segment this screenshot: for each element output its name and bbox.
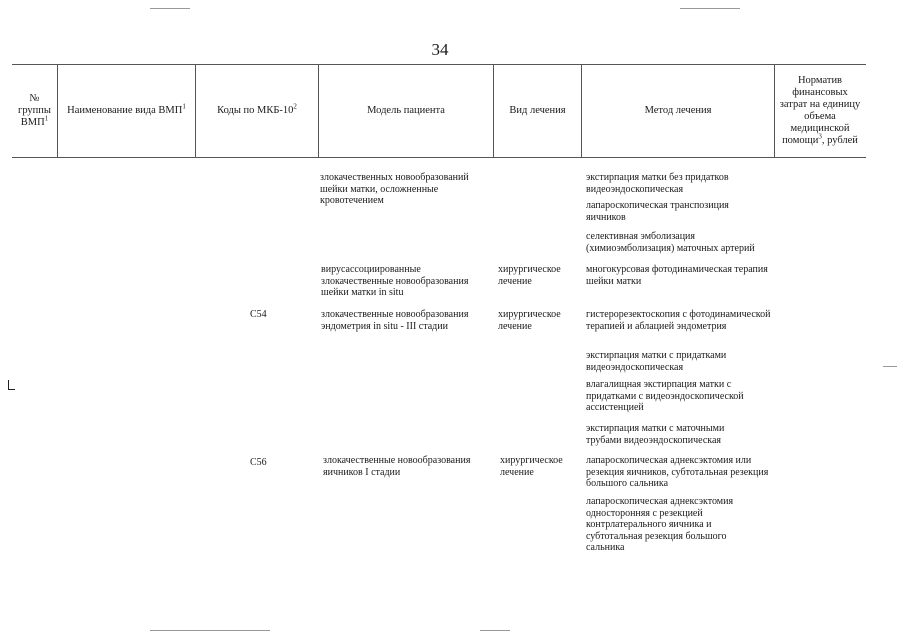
row-icd-code: C56 xyxy=(250,457,267,468)
row-method: селективная эмболизация (химиоэмболизация) маточных артерий xyxy=(586,231,755,254)
row-method: экстирпация матки без придатков видеоэндоскопическая xyxy=(586,172,729,195)
table-header-bottom-rule xyxy=(12,157,866,158)
row-method: экстирпация матки с маточными трубами видеоэндоскопическая xyxy=(586,423,725,446)
scan-speck xyxy=(680,8,740,9)
row-method: лапароскопическая аднексэктомия или резекция яичников, субтотальная резекция большого сальника xyxy=(586,455,769,489)
row-icd-code: C54 xyxy=(250,309,267,320)
row-method: лапароскопическая аднексэктомия односторонняя с резекцией контрлатерального яичника и субтотальная резекция большого сальника xyxy=(586,496,734,553)
header-treatment-type: Вид лечения xyxy=(509,105,566,116)
row-method: многокурсовая фотодинамическая терапия шейки матки xyxy=(586,264,768,287)
scan-mark xyxy=(8,389,15,390)
row-method: влагалищная экстирпация матки с придатками с видеоэндоскопической ассистенцией xyxy=(586,379,744,413)
page-number: 34 xyxy=(431,40,449,59)
row-patient-model: злокачественные новообразования яичников I стадии xyxy=(323,455,471,478)
column-divider xyxy=(774,64,775,158)
row-patient-model: злокачественных новообразований шейки матки, осложненные кровотечением xyxy=(320,172,469,206)
scan-speck xyxy=(150,630,270,631)
row-patient-model: вирусассоциированные злокачественные новообразования шейки матки in situ xyxy=(321,264,469,298)
row-patient-model: злокачественные новообразования эндометрия in situ - III стадии xyxy=(321,309,469,332)
row-method: экстирпация матки с придатками видеоэндоскопическая xyxy=(586,350,727,373)
scan-speck xyxy=(480,630,510,631)
scan-speck xyxy=(883,366,897,367)
header-vmp-name: Наименование вида ВМП$^1$ xyxy=(67,102,186,116)
row-treatment-type: хирургическое лечение xyxy=(498,264,561,287)
table-top-rule xyxy=(12,64,866,65)
row-method: лапароскопическая транспозиция яичников xyxy=(586,200,729,223)
row-treatment-type: хирургическое лечение xyxy=(498,309,561,332)
scan-mark xyxy=(8,380,9,389)
header-icd-codes: Коды по МКБ-$10^2$ xyxy=(217,102,297,116)
row-method: гистерорезектоскопия с фотодинамической терапией и аблацией эндометрия xyxy=(586,309,771,332)
header-treatment-method: Метод лечения xyxy=(644,105,712,116)
row-treatment-type: хирургическое лечение xyxy=(500,455,563,478)
header-patient-model: Модель пациента xyxy=(367,105,445,116)
header-cost-norm: Норматив финансовых затрат на единицу объема медицинской помощи$^3$, рублей xyxy=(779,75,861,146)
scan-speck xyxy=(150,8,190,9)
header-group-number: № группы ВМП$^1$ xyxy=(18,93,51,128)
